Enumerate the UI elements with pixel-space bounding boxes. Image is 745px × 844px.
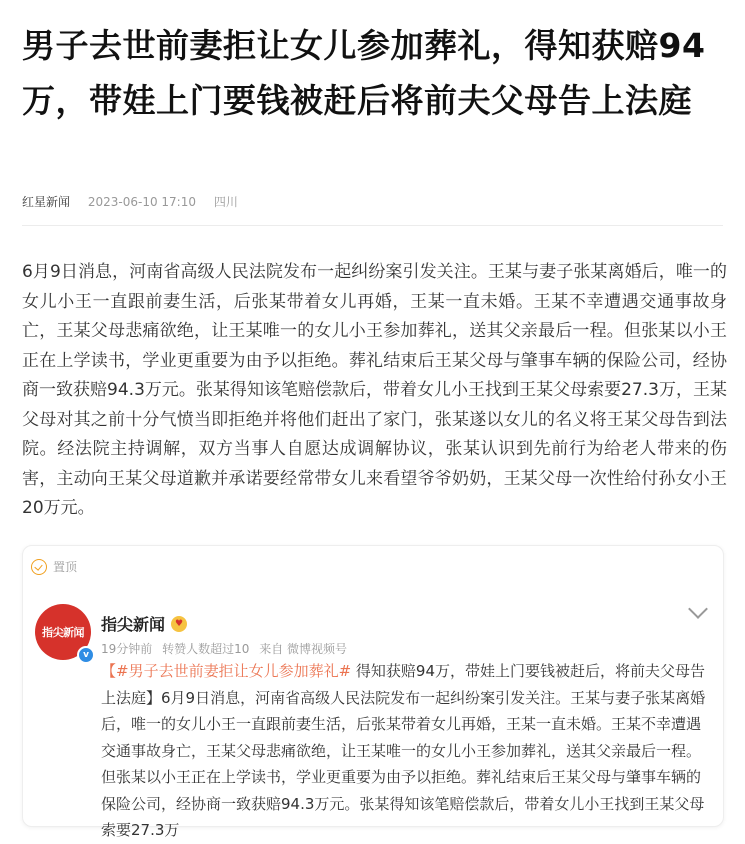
article-title: 男子去世前妻拒让女儿参加葬礼，得知获赔94万，带娃上门要钱被赶后将前夫父母告上法庭 bbox=[22, 26, 706, 120]
article-meta bbox=[22, 193, 252, 210]
verified-icon: v bbox=[77, 646, 95, 664]
chevron-down-icon[interactable] bbox=[688, 599, 708, 619]
post-source: 来自 微博视频号 bbox=[259, 642, 348, 656]
avatar-text: 指尖新闻 bbox=[42, 626, 84, 639]
post-meta bbox=[101, 640, 353, 657]
pinned-label: 置顶 bbox=[53, 560, 78, 574]
post-reposts: 转赞人数超过10 bbox=[162, 642, 250, 656]
post-body: 得知获赔94万，带娃上门要钱被赶后，将前夫父母告上法庭】6月9日消息，河南省高级人民法院发布一起纠纷案引发关注。王某与妻子张某离婚后，唯一的女儿小王一直跟前妻生活，后张某带着女儿再婚，王某一直未婚。王某不幸遭遇交通事故身亡，王某父母悲痛欲绝，让王某唯一的女儿小王参加葬礼，送其父亲最后一程。但张某以小王正在上学读书，学业更重要为由予以拒绝。葬礼结束后王某父母与肇事车辆的保险公司，经协商一致获赔94.3万元。张某得知该笔赔偿款后，带着女儿小王找到王某父母索要27.3万 bbox=[101, 662, 706, 839]
account-name-row[interactable] bbox=[101, 612, 187, 635]
post-hashtag[interactable]: #男子去世前妻拒让女儿参加葬礼# bbox=[116, 662, 352, 680]
publish-location: 四川 bbox=[213, 195, 238, 209]
source-name[interactable]: 红星新闻 bbox=[22, 195, 71, 209]
pin-check-icon bbox=[31, 559, 47, 575]
post-text bbox=[101, 658, 707, 844]
account-name[interactable]: 指尖新闻 bbox=[101, 615, 166, 634]
article-body: 6月9日消息，河南省高级人民法院发布一起纠纷案引发关注。王某与妻子张某离婚后，唯一的女儿小王一直跟前妻生活，后张某带着女儿再婚，王某一直未婚。王某不幸遭遇交通事故身亡，王某父母悲痛欲绝，让王某唯一的女儿小王参加葬礼，送其父亲最后一程。但张某以小王正在上学读书，学业更重要为由予以拒绝。葬礼结束后王某父母与肇事车辆的保险公司，经协商一致获赔94.3万元。张某得知该笔赔偿款后，带着女儿小王找到王某父母索要27.3万，王某父母对其之前十分气愤当即拒绝并将他们赶出了家门，张某遂以女儿的名义将王某父母告到法院。经法院主持调解，双方当事人自愿达成调解协议，张某认识到先前行为给老人带来的伤害，主动向王某父母道歉并承诺要经常带女儿来看望爷爷奶奶，王某父母一次性给付孙女小王20万元。 bbox=[22, 262, 727, 518]
post-bracket: 【 bbox=[101, 662, 117, 680]
meta-divider bbox=[22, 225, 723, 226]
embedded-weibo-card bbox=[22, 545, 724, 839]
fan-badge-icon: ♥ bbox=[171, 616, 187, 632]
post-time: 19分钟前 bbox=[101, 642, 153, 656]
publish-time: 2023-06-10 17:10 bbox=[87, 195, 196, 209]
pinned-badge bbox=[31, 558, 77, 575]
